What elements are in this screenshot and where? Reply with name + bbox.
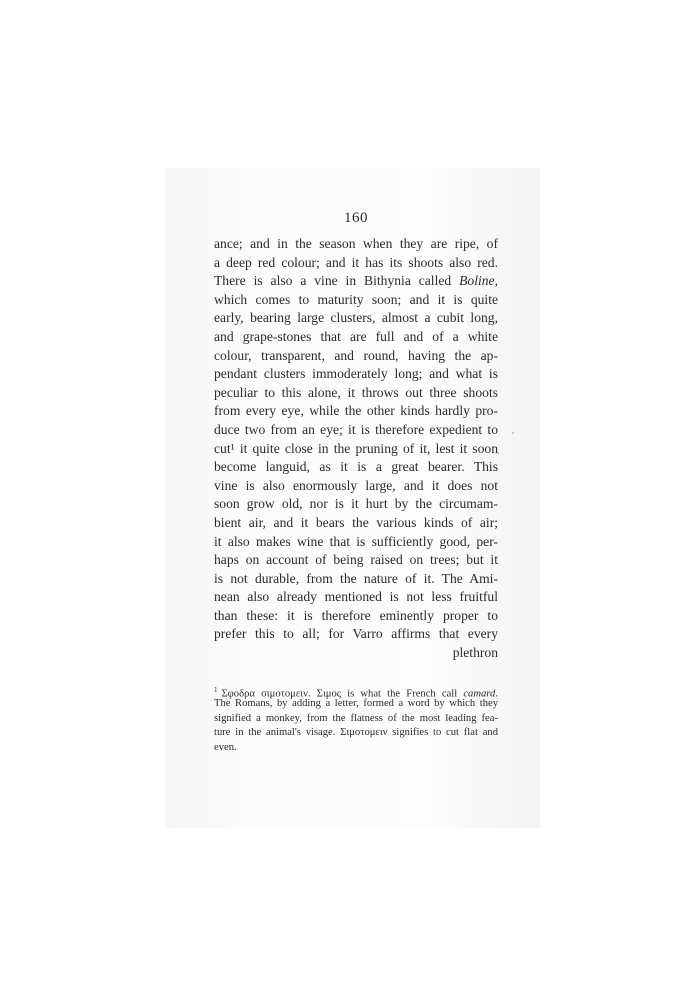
text-line: pendant clusters immoderately long; and what is: [214, 366, 498, 382]
footnote-line: [214, 683, 498, 698]
text-line: a deep red colour; and it has its shoots also red.: [214, 254, 498, 270]
scan-speck: [512, 432, 514, 434]
text-line: soon grow old, nor is it hurt by the circumam-: [214, 496, 498, 512]
italic-word: camard: [463, 688, 496, 700]
scan-speck: [498, 452, 499, 455]
text-line: become languid, as it is a great bearer. This: [214, 459, 498, 475]
footnote: [214, 683, 498, 756]
page-number: 160: [344, 210, 368, 226]
text-line: ance; and in the season when they are ripe, of: [214, 236, 498, 251]
text-line: colour, transparent, and round, having the ap-: [214, 347, 498, 363]
footnote-line: even.: [214, 741, 237, 753]
catchword: plethron: [452, 645, 498, 661]
text-line: nean also already mentioned is not less fruitful: [214, 589, 498, 605]
text-line: There is also a vine in Bithynia called Boline,: [214, 273, 498, 289]
text-line: which comes to maturity soon; and it is quite: [214, 291, 498, 307]
text-line: cut¹ it quite close in the pruning of it, lest it soon: [214, 440, 498, 456]
footnote-line: ture in the animal's visage. Σιμοτομειν signifies to cut flat and: [214, 727, 498, 739]
text-line: duce two from an eye; it is therefore expedient to: [214, 421, 498, 437]
text-line: bient air, and it bears the various kinds of air;: [214, 514, 498, 530]
text-line: and grape-stones that are full and of a white: [214, 328, 498, 344]
text-line: it also makes wine that is sufficiently good, per-: [214, 533, 498, 549]
italic-word: Boline: [459, 273, 495, 289]
footnote-line: The Romans, by adding a letter, formed a word by which they: [214, 698, 498, 710]
text-line: prefer this to all; for Varro affirms that every: [214, 626, 498, 642]
text-line: is not durable, from the nature of it. The Ami-: [214, 570, 498, 586]
footnote-line: signified a monkey, from the flatness of the most leading fea-: [214, 712, 498, 724]
text-line: early, bearing large clusters, almost a cubit long,: [214, 310, 498, 326]
body-text: [214, 235, 498, 663]
text-line: vine is also enormously large, and it does not: [214, 477, 498, 493]
text-line: from every eye, while the other kinds hardly pro-: [214, 403, 498, 419]
book-page: [214, 210, 498, 755]
text-line: haps on account of being raised on trees; but it: [214, 552, 498, 568]
footnote-marker: 1: [214, 685, 218, 694]
text-line: than these: it is therefore eminently proper to: [214, 607, 498, 623]
text-line: peculiar to this alone, it throws out three shoots: [214, 384, 498, 400]
footnote-first-line: Σφοδρα σιμοτομειν. Σιμος is what the French call camard.: [221, 688, 498, 700]
